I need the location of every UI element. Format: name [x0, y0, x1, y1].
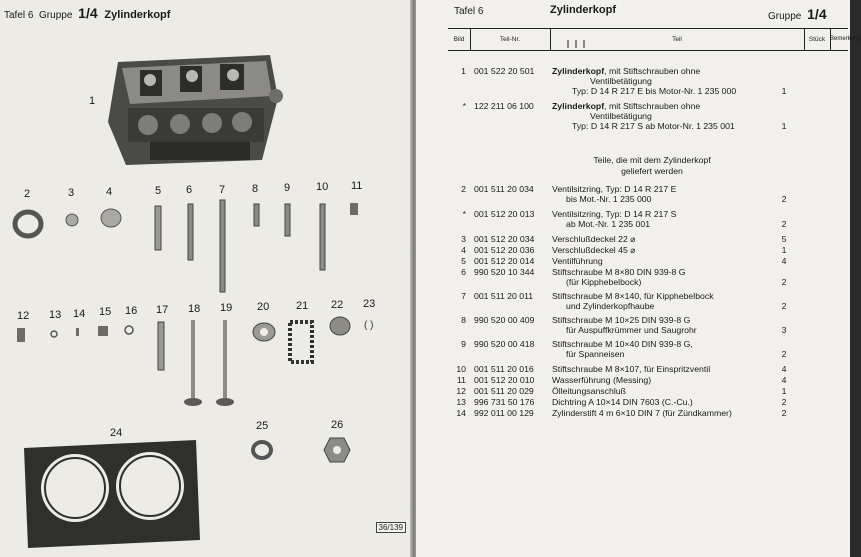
quantity: 1 [781, 245, 787, 255]
item-position: 6 [461, 267, 466, 277]
cover-45-part [101, 209, 121, 227]
part-description [552, 101, 774, 131]
column-header-teil: Teil [550, 29, 805, 50]
quantity: 1 [781, 386, 787, 396]
plate-code: 36/139 [376, 522, 406, 533]
item-number: 14 [73, 308, 86, 320]
item-position: 3 [461, 234, 466, 244]
description-line: Verschlußdeckel 22 ⌀ [552, 234, 636, 244]
item-number: 6 [186, 184, 193, 196]
item-number: 19 [220, 302, 233, 314]
illustration-page [0, 0, 412, 557]
valve-guide-part [155, 206, 161, 250]
part-description [552, 245, 774, 255]
description-line: Dichtring A 10×14 DIN 7603 (C.-Cu.) [552, 397, 693, 407]
note-line: geliefert werden [621, 166, 683, 176]
item-position: 12 [456, 386, 466, 396]
part-number: 990 520 10 344 [474, 267, 535, 277]
spring-cap-part [330, 317, 350, 335]
description-line: Zylinderkopf, mit Stiftschrauben ohne [552, 66, 701, 76]
supplied-with-note [552, 155, 752, 177]
part-name: Zylinderkopf [552, 101, 605, 111]
quantity: 2 [781, 349, 787, 359]
item-number: 8 [252, 183, 259, 195]
item-number: 9 [284, 182, 291, 194]
item-position: * [462, 101, 466, 111]
stud-m10x40-part [285, 204, 290, 236]
item-number: 7 [219, 184, 226, 196]
item-position: 7 [461, 291, 466, 301]
quantity: 5 [781, 234, 787, 244]
part-description [552, 397, 774, 407]
description-line: Typ: D 14 R 217 E bis Motor-Nr. 1 235 000 [572, 86, 737, 96]
description-line: (für Kipphebelbock) [566, 277, 642, 287]
item-position: 13 [456, 397, 466, 407]
item-number: 15 [99, 306, 112, 318]
item-number: 25 [256, 420, 269, 432]
part-number: 996 731 50 176 [474, 397, 535, 407]
quantity: 2 [781, 301, 787, 311]
part-description [552, 408, 774, 418]
item-number: 22 [331, 299, 344, 311]
cylinder-head-part [108, 55, 283, 165]
part-number: 990 520 00 409 [474, 315, 535, 325]
description-line: Zylinderkopf, mit Stiftschrauben ohne [552, 101, 701, 111]
description-line: Ventilführung [552, 256, 603, 266]
item-position: 5 [461, 256, 466, 266]
part-description [552, 184, 774, 204]
quantity: 2 [781, 408, 787, 418]
cover-22-part [66, 214, 78, 226]
valve-part [184, 320, 202, 406]
part-number: 001 512 20 010 [474, 375, 535, 385]
quantity: 1 [781, 121, 787, 131]
page-title: Zylinderkopf [104, 9, 171, 21]
part-number: 001 511 20 011 [474, 291, 534, 301]
column-ticks [566, 40, 596, 48]
cylinder-pin-part [76, 328, 79, 336]
description-line: Ventilbetätigung [590, 111, 652, 121]
item-position: * [462, 209, 466, 219]
description-line: Stiftschraube M 8×140, für Kipphebelbock [552, 291, 714, 301]
svg-text:( ): ( ) [364, 320, 374, 331]
column-header-teil-nr: Teil-Nr. [470, 29, 551, 50]
item-number: 3 [68, 187, 75, 199]
item-number: 13 [49, 309, 62, 321]
part-description [552, 66, 774, 96]
part-description [552, 375, 774, 385]
stud-m8x107-part [320, 204, 325, 270]
quantity: 2 [781, 219, 787, 229]
part-description [552, 267, 774, 287]
item-number: 24 [110, 427, 123, 439]
part-description [552, 256, 774, 266]
column-header-stueck: Stück [804, 29, 831, 50]
item-number: 11 [351, 180, 363, 192]
item-number: 2 [24, 188, 31, 200]
item-position: 11 [456, 375, 466, 385]
part-number: 001 512 20 036 [474, 245, 535, 255]
head-gasket-part [24, 440, 200, 548]
item-position: 2 [461, 184, 466, 194]
item-number: 16 [125, 305, 138, 317]
item-position: 1 [461, 66, 466, 76]
item-position: 9 [461, 339, 466, 349]
gruppe-number: 1/4 [807, 6, 827, 22]
description-line: Zylinderstift 4 m 6×10 DIN 7 (für Zündkammer) [552, 408, 732, 418]
quantity: 4 [781, 364, 787, 374]
part-description [552, 234, 774, 244]
part-number: 001 512 20 013 [474, 209, 535, 219]
page-title: Zylinderkopf [550, 4, 617, 16]
description-line: und Zylinderkopfhaube [566, 301, 655, 311]
small-fitting-part [98, 326, 108, 336]
description-line: Stiftschraube M 8×80 DIN 939-8 G [552, 267, 686, 277]
description-line: Stiftschraube M 10×25 DIN 939-8 G [552, 315, 691, 325]
column-header-bemerkung: Bemerkung [830, 36, 861, 42]
part-description [552, 386, 774, 396]
item-number: 18 [188, 303, 201, 315]
item-number: 20 [257, 301, 270, 313]
item-number: 23 [363, 298, 376, 310]
gruppe-header [768, 6, 827, 22]
description-line: ab Mot.-Nr. 1 235 001 [566, 219, 651, 229]
item-position: 10 [456, 364, 466, 374]
gruppe-number: 1/4 [78, 5, 98, 21]
valve-seat-ring-part [15, 212, 41, 236]
part-number: 001 512 20 014 [474, 256, 535, 266]
item-number: 26 [331, 419, 344, 431]
description-line: Verschlußdeckel 45 ⌀ [552, 245, 636, 255]
water-guide-part [350, 203, 358, 215]
part-number: 001 522 20 501 [474, 66, 535, 76]
stud-m10x25-part [254, 204, 259, 226]
exploded-parts-diagram [0, 0, 412, 557]
description-line: Typ: D 14 R 217 S ab Motor-Nr. 1 235 001 [572, 121, 735, 131]
item-position: 8 [461, 315, 466, 325]
spring-plate-part [253, 323, 275, 341]
description-line: Ventilsitzring, Typ: D 14 R 217 E [552, 184, 677, 194]
description-line: bis Mot.-Nr. 1 235 000 [566, 194, 652, 204]
tafel-label: Tafel 6 [454, 6, 484, 17]
description-line: für Auspuffkrümmer und Saugrohr [566, 325, 697, 335]
column-header-bild: Bild [448, 29, 471, 50]
table-header [448, 28, 861, 51]
description-line: Stiftschraube M 10×40 DIN 939-8 G, [552, 339, 693, 349]
item-position: 14 [456, 408, 466, 418]
description-line: Ventilbetätigung [590, 76, 652, 86]
item-number: 21 [296, 300, 309, 312]
item-number: 12 [17, 310, 30, 322]
quantity: 4 [781, 256, 787, 266]
part-name: Zylinderkopf [552, 66, 605, 76]
valve-spring-part [290, 322, 312, 362]
item-number: 17 [156, 304, 169, 316]
item-position: 4 [461, 245, 466, 255]
stud-m8x140-part [220, 200, 225, 292]
sealing-ring-part [51, 331, 57, 337]
parts-list-page [416, 0, 861, 557]
part-number: 990 520 00 418 [474, 339, 535, 349]
guide-part [158, 322, 164, 370]
part-number: 992 011 00 129 [474, 408, 534, 418]
item-number: 1 [89, 95, 96, 107]
part-number: 001 511 20 016 [474, 364, 534, 374]
gruppe-label: Gruppe [39, 10, 73, 21]
part-number: 001 511 20 029 [474, 386, 534, 396]
quantity: 2 [781, 397, 787, 407]
valve-part [216, 320, 234, 406]
part-description [552, 364, 774, 374]
quantity: 4 [781, 375, 787, 385]
part-number: 001 511 20 034 [474, 184, 534, 194]
description-line: Wasserführung (Messing) [552, 375, 652, 385]
quantity: 3 [781, 325, 787, 335]
part-number: 001 512 20 034 [474, 234, 535, 244]
description-line: für Spanneisen [566, 349, 625, 359]
gruppe-label: Gruppe [768, 11, 802, 22]
tafel-label: Tafel 6 [4, 10, 34, 21]
stud-m8x80-part [188, 204, 193, 260]
description-line: Ölleitungsanschluß [552, 386, 626, 396]
quantity: 2 [781, 194, 787, 204]
note-line: Teile, die mit dem Zylinderkopf [593, 155, 711, 165]
washer-part [253, 442, 271, 458]
part-description [552, 315, 774, 335]
item-number: 10 [316, 181, 329, 193]
quantity: 1 [781, 86, 787, 96]
part-number: 122 211 06 100 [474, 101, 534, 111]
description-line: Stiftschraube M 8×107, für Einspritzventil [552, 364, 711, 374]
small-ring-part [125, 326, 133, 334]
item-number: 4 [106, 186, 113, 198]
quantity: 2 [781, 277, 787, 287]
part-description [552, 291, 774, 311]
valve-keeper-part [364, 320, 373, 331]
part-description [552, 209, 774, 229]
nut-part [324, 438, 350, 462]
description-line: Ventilsitzring, Typ: D 14 R 217 S [552, 209, 677, 219]
part-description [552, 339, 774, 359]
oil-line-fitting-part [17, 328, 25, 342]
item-number: 5 [155, 185, 162, 197]
